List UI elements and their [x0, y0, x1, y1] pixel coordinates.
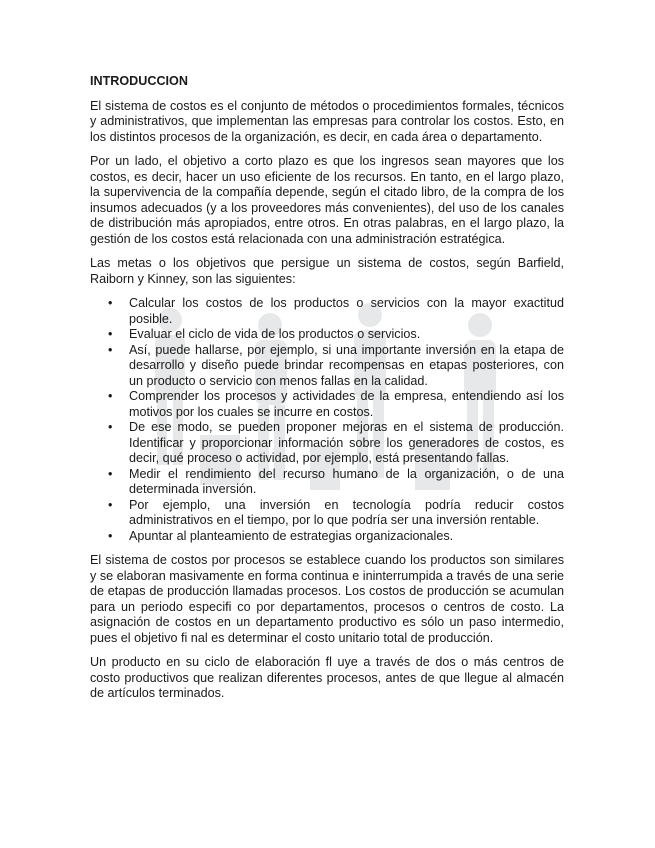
- list-item: • Medir el rendimiento del recurso humano de la organización, o de una determinada inversión.: [129, 467, 564, 498]
- closing-paragraph-2: Un producto en su ciclo de elaboración fl uye a través de dos o más centros de costo productivos que realizan diferentes procesos, antes de que llegue al almacén de artículos terminados.: [90, 655, 564, 700]
- intro-paragraph-2: Por un lado, el objetivo a corto plazo es que los ingresos sean mayores que los costos, es decir, hacer un uso eficiente de los recursos. En tanto, en el largo plazo, la supervivencia de la compañía depende, según el citado libro, de la compra de los insumos adecuados (y a los proveedores más convenientes), del uso de los canales de distribución más apropiados, entre otros. En otras palabras, en el largo plazo, la gestión de los costos está relacionada con una administración estratégica.: [90, 154, 564, 246]
- intro-paragraph-1: El sistema de costos es el conjunto de métodos o procedimientos formales, técnicos y administrativos, que implementan las empresas para controlar los costos. Esto, en los distintos procesos de la organización, es decir, en cada área o departamento.: [90, 98, 564, 144]
- list-item: • Por ejemplo, una inversión en tecnología podría reducir costos administrativos en el tiempo, por lo que podría ser una inversión rentable.: [129, 498, 564, 529]
- closing-paragraph-1: El sistema de costos por procesos se establece cuando los productos son similares y se elaboran masivamente en forma continua e ininterrumpida a través de una serie de etapas de producción llamadas procesos. Los costos de producción se acumulan para un periodo especifi co por departamentos, procesos o centros de costo. La asignación de costos en un departamento productivo es sólo un paso intermedio, pues el objetivo fi nal es determinar el costo unitario total de producción.: [90, 553, 564, 645]
- list-item: • Así, puede hallarse, por ejemplo, si una importante inversión en la etapa de desarrollo y diseño puede brindar recompensas en etapas posteriores, con un producto o servicio con menos fallas en la calidad.: [129, 343, 564, 390]
- page-title: INTRODUCCION: [90, 74, 188, 88]
- list-item: • Apuntar al planteamiento de estrategias organizacionales.: [129, 529, 564, 545]
- list-item: • Calcular los costos de los productos o servicios con la mayor exactitud posible.: [129, 296, 564, 327]
- document-page: [90, 74, 564, 711]
- objectives-list: [90, 296, 564, 544]
- list-item: • De ese modo, se pueden proponer mejoras en el sistema de producción. Identificar y proporcionar información sobre los generadores de costos, es decir, qué proceso o actividad, por ejemplo, está presentando fallas.: [129, 420, 564, 467]
- list-item: • Comprender los procesos y actividades de la empresa, entendiendo así los motivos por los cuales se incurre en costos.: [129, 389, 564, 420]
- intro-paragraph-3: Las metas o los objetivos que persigue un sistema de costos, según Barfield, Raiborn y Kinney, son las siguientes:: [90, 256, 564, 286]
- list-item: • Evaluar el ciclo de vida de los productos o servicios.: [129, 327, 564, 343]
